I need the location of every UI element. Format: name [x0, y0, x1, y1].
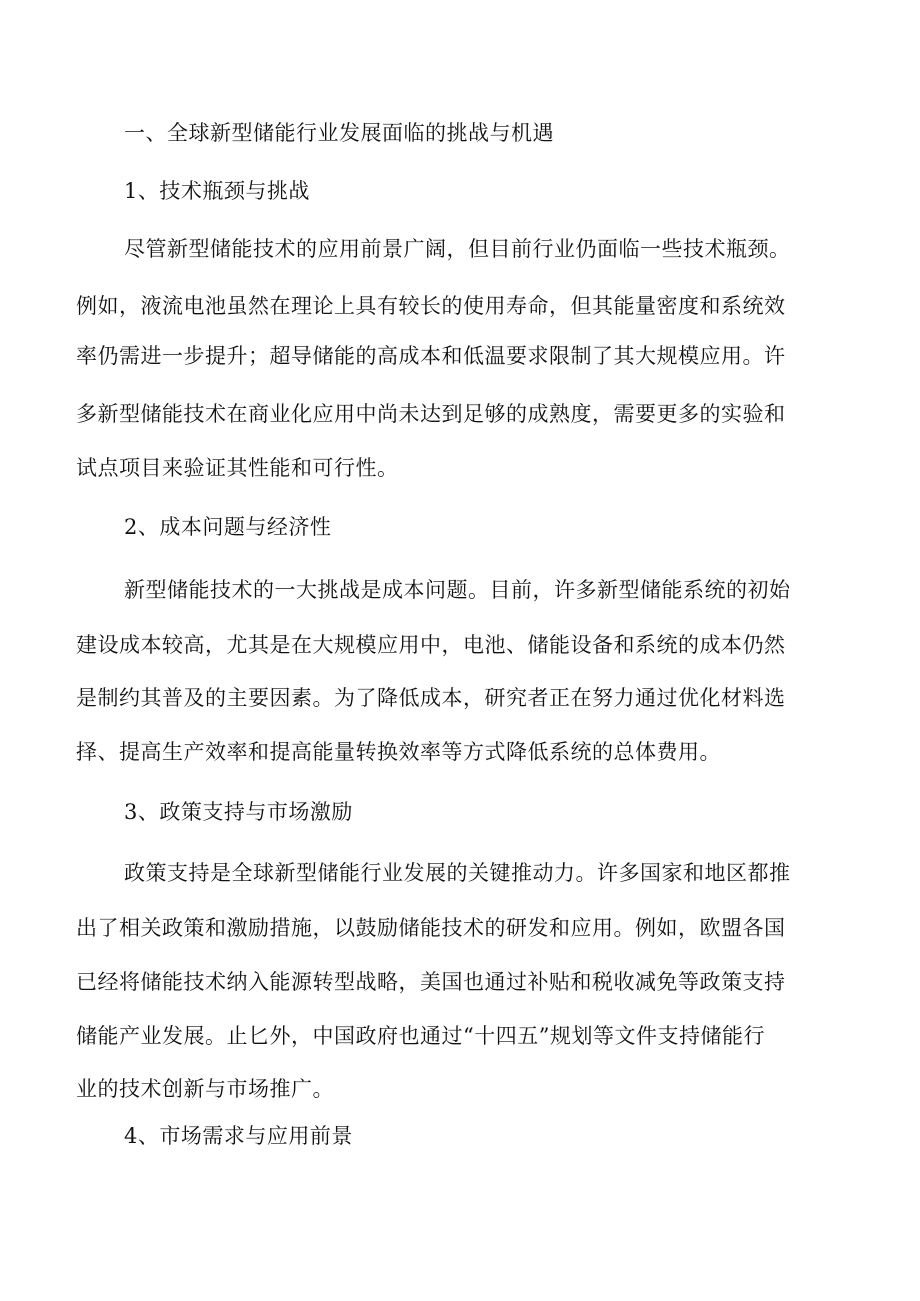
main-heading: 一、全球新型储能行业发展面临的挑战与机遇 [124, 121, 554, 145]
section-heading-1: 1、技术瓶颈与挑战 [124, 179, 310, 203]
paragraph-3-line-1: 政策支持是全球新型储能行业发展的关键推动力。许多国家和地区都推 [124, 861, 791, 885]
paragraph-1-line-5: 试点项目来验证其性能和可行性。 [76, 456, 399, 480]
paragraph-2-line-4: 择、提高生产效率和提高能量转换效率等方式降低系统的总体费用。 [76, 740, 721, 764]
paragraph-3-line-4: 储能产业发展。止匕外，中国政府也通过“十四五”规划等文件支持储能行 [76, 1024, 765, 1048]
paragraph-2-line-1: 新型储能技术的一大挑战是成本问题。目前，许多新型储能系统的初始 [124, 578, 791, 602]
paragraph-3-line-3: 已经将储能技术纳入能源转型战略，美国也通过补贴和税收减免等政策支持 [76, 970, 786, 994]
paragraph-3-line-2: 出了相关政策和激励措施，以鼓励储能技术的研发和应用。例如，欧盟各国 [76, 916, 786, 940]
paragraph-3-line-5: 业的技术创新与市场推广。 [76, 1077, 334, 1101]
section-heading-4: 4、市场需求与应用前景 [124, 1124, 353, 1148]
paragraph-1-line-4: 多新型储能技术在商业化应用中尚未达到足够的成熟度，需要更多的实验和 [76, 402, 786, 426]
paragraph-2-line-3: 是制约其普及的主要因素。为了降低成本，研究者正在努力通过优化材料选 [76, 686, 786, 710]
paragraph-1-line-2: 例如，液流电池虽然在理论上具有较长的使用寿命，但其能量密度和系统效 [76, 294, 786, 318]
section-heading-2: 2、成本问题与经济性 [124, 515, 332, 539]
paragraph-1-line-3: 率仍需进一步提升；超导储能的高成本和低温要求限制了其大规模应用。许 [76, 344, 786, 368]
paragraph-1-line-1: 尽管新型储能技术的应用前景广阔，但目前行业仍面临一些技术瓶颈。 [124, 237, 791, 261]
paragraph-2-line-2: 建设成本较高，尤其是在大规模应用中，电池、储能设备和系统的成本仍然 [76, 633, 786, 657]
section-heading-3: 3、政策支持与市场激励 [124, 800, 353, 824]
